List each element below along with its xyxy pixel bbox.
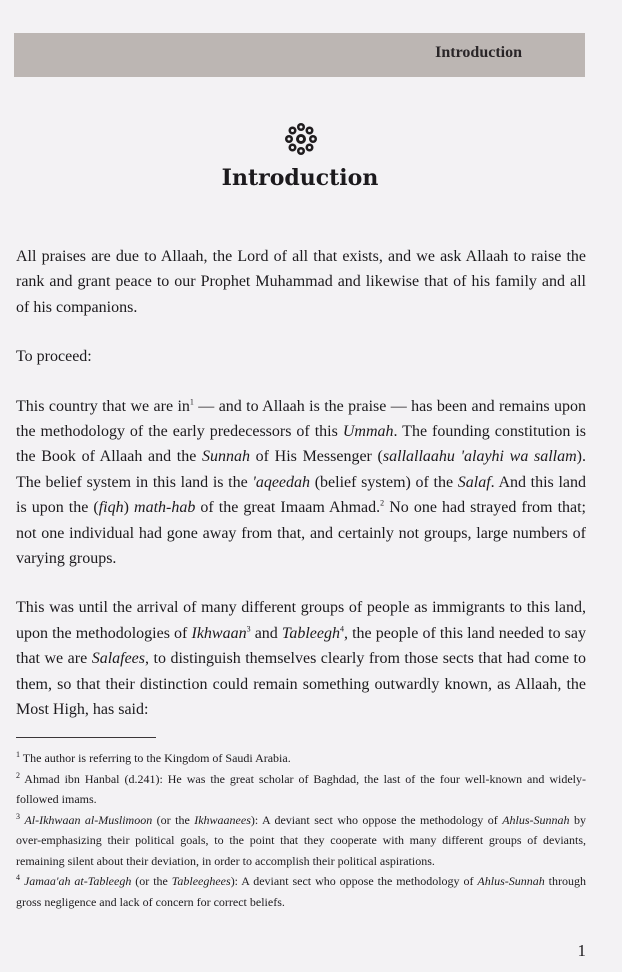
footnote-number: 1 xyxy=(16,750,20,759)
running-header-title: Introduction xyxy=(435,44,522,61)
footnote-number: 2 xyxy=(16,770,20,780)
footnote-ref-2[interactable]: 2 xyxy=(380,498,385,508)
italic-term: Tableegh xyxy=(281,624,340,642)
italic-term: 'aqeedah xyxy=(252,473,311,491)
footnote-ref-3[interactable]: 3 xyxy=(246,624,251,634)
footnote-4 xyxy=(16,871,586,912)
text-run: of His Messenger ( xyxy=(250,448,383,466)
text-run: This country that we are in xyxy=(16,397,190,415)
footnote-2 xyxy=(16,769,586,810)
text-run: , the people of this land needed to say that we are xyxy=(16,624,587,668)
text-run: . And this land is upon the ( xyxy=(16,473,586,517)
italic-term: Sunnah xyxy=(202,448,250,466)
text-run: This was until the arrival of many different groups of people as immigrants to this land, upon the methodologies of xyxy=(16,599,586,642)
italic-term: Ikhwaanees xyxy=(194,812,251,827)
italic-term: Ahlus-Sunnah xyxy=(477,874,545,888)
italic-term: Salaf xyxy=(457,473,491,491)
italic-term: sallallaahu 'alayhi wa sallam xyxy=(382,448,577,466)
paragraph-country xyxy=(16,394,586,572)
page-title: Introduction xyxy=(221,165,379,191)
text-run: — and to Allaah is the praise — has been and remains upon the methodology of the early predecessors of this xyxy=(16,397,586,441)
italic-term: Ummah xyxy=(342,423,394,441)
text-run: The author is referring to the Kingdom of Saudi Arabia. xyxy=(20,751,291,765)
footnote-number: 3 xyxy=(16,811,20,821)
italic-term: Al-Ikhwaan al-Muslimoon xyxy=(24,812,153,827)
italic-term: fiqh xyxy=(98,499,124,517)
italic-term: Tableeghees xyxy=(171,874,231,888)
footnote-1 xyxy=(16,748,586,769)
text-run: through gross negligence and lack of concern for correct beliefs. xyxy=(16,874,587,909)
text-run: ): A deviant sect who oppose the methodology of xyxy=(230,874,478,888)
footnote-3 xyxy=(16,810,586,872)
body-text xyxy=(16,244,586,747)
text-run: and xyxy=(250,624,282,642)
paragraph-praise: All praises are due to Allaah, the Lord of all that exists, and we ask Allaah to raise the rank and grant peace to our Prophet Muhammad and likewise that of his family and all of his companions. xyxy=(16,248,586,316)
paragraph-immigrants xyxy=(16,595,586,722)
text-run: ). The belief system in this land is the xyxy=(16,448,586,491)
italic-term: Jamaa'ah at-Tableegh xyxy=(23,874,132,888)
flower-ornament-icon xyxy=(284,122,318,156)
footnote-number: 4 xyxy=(16,873,20,882)
footnote-divider xyxy=(16,737,156,738)
text-run: ): A deviant sect who oppose the methodology of xyxy=(250,812,503,827)
text-run: No one had strayed from that; not one individual had gone away from that, and certainly not groups, large numbers of varying groups. xyxy=(16,499,587,568)
italic-term: Salafees xyxy=(91,650,146,668)
text-run: (or the xyxy=(152,812,195,827)
text-run: by over-emphasizing their political goals, to the point that they cooperate with many different groups of deviants, remaining silent about their deviation, in order to accomplish their political aspirations. xyxy=(16,812,586,868)
page-number: 1 xyxy=(577,941,586,960)
text-run: . The founding constitution is the Book of Allaah and the xyxy=(16,423,586,466)
footnote-ref-1[interactable]: 1 xyxy=(189,397,194,407)
footnote-ref-4[interactable]: 4 xyxy=(339,624,344,634)
text-run: Ahmad ibn Hanbal (d.241): He was the great scholar of Baghdad, the last of the four well-known and widely-followed imams. xyxy=(16,771,586,806)
footnotes xyxy=(16,748,586,912)
text-run: ) xyxy=(123,499,135,517)
italic-term: math-hab xyxy=(134,499,196,517)
paragraph-to-proceed: To proceed: xyxy=(16,348,92,366)
text-run: , to distinguish themselves clearly from those sects that had come to them, so that their distinction could remain something outwardly known, as Allaah, the Most High, has said: xyxy=(16,650,586,719)
text-run: (or the xyxy=(131,874,172,888)
text-run: (belief system) of the xyxy=(310,473,458,491)
italic-term: Ikhwaan xyxy=(191,624,247,642)
text-run: of the great Imaam Ahmad. xyxy=(195,499,381,517)
italic-term: Ahlus-Sunnah xyxy=(502,812,570,827)
